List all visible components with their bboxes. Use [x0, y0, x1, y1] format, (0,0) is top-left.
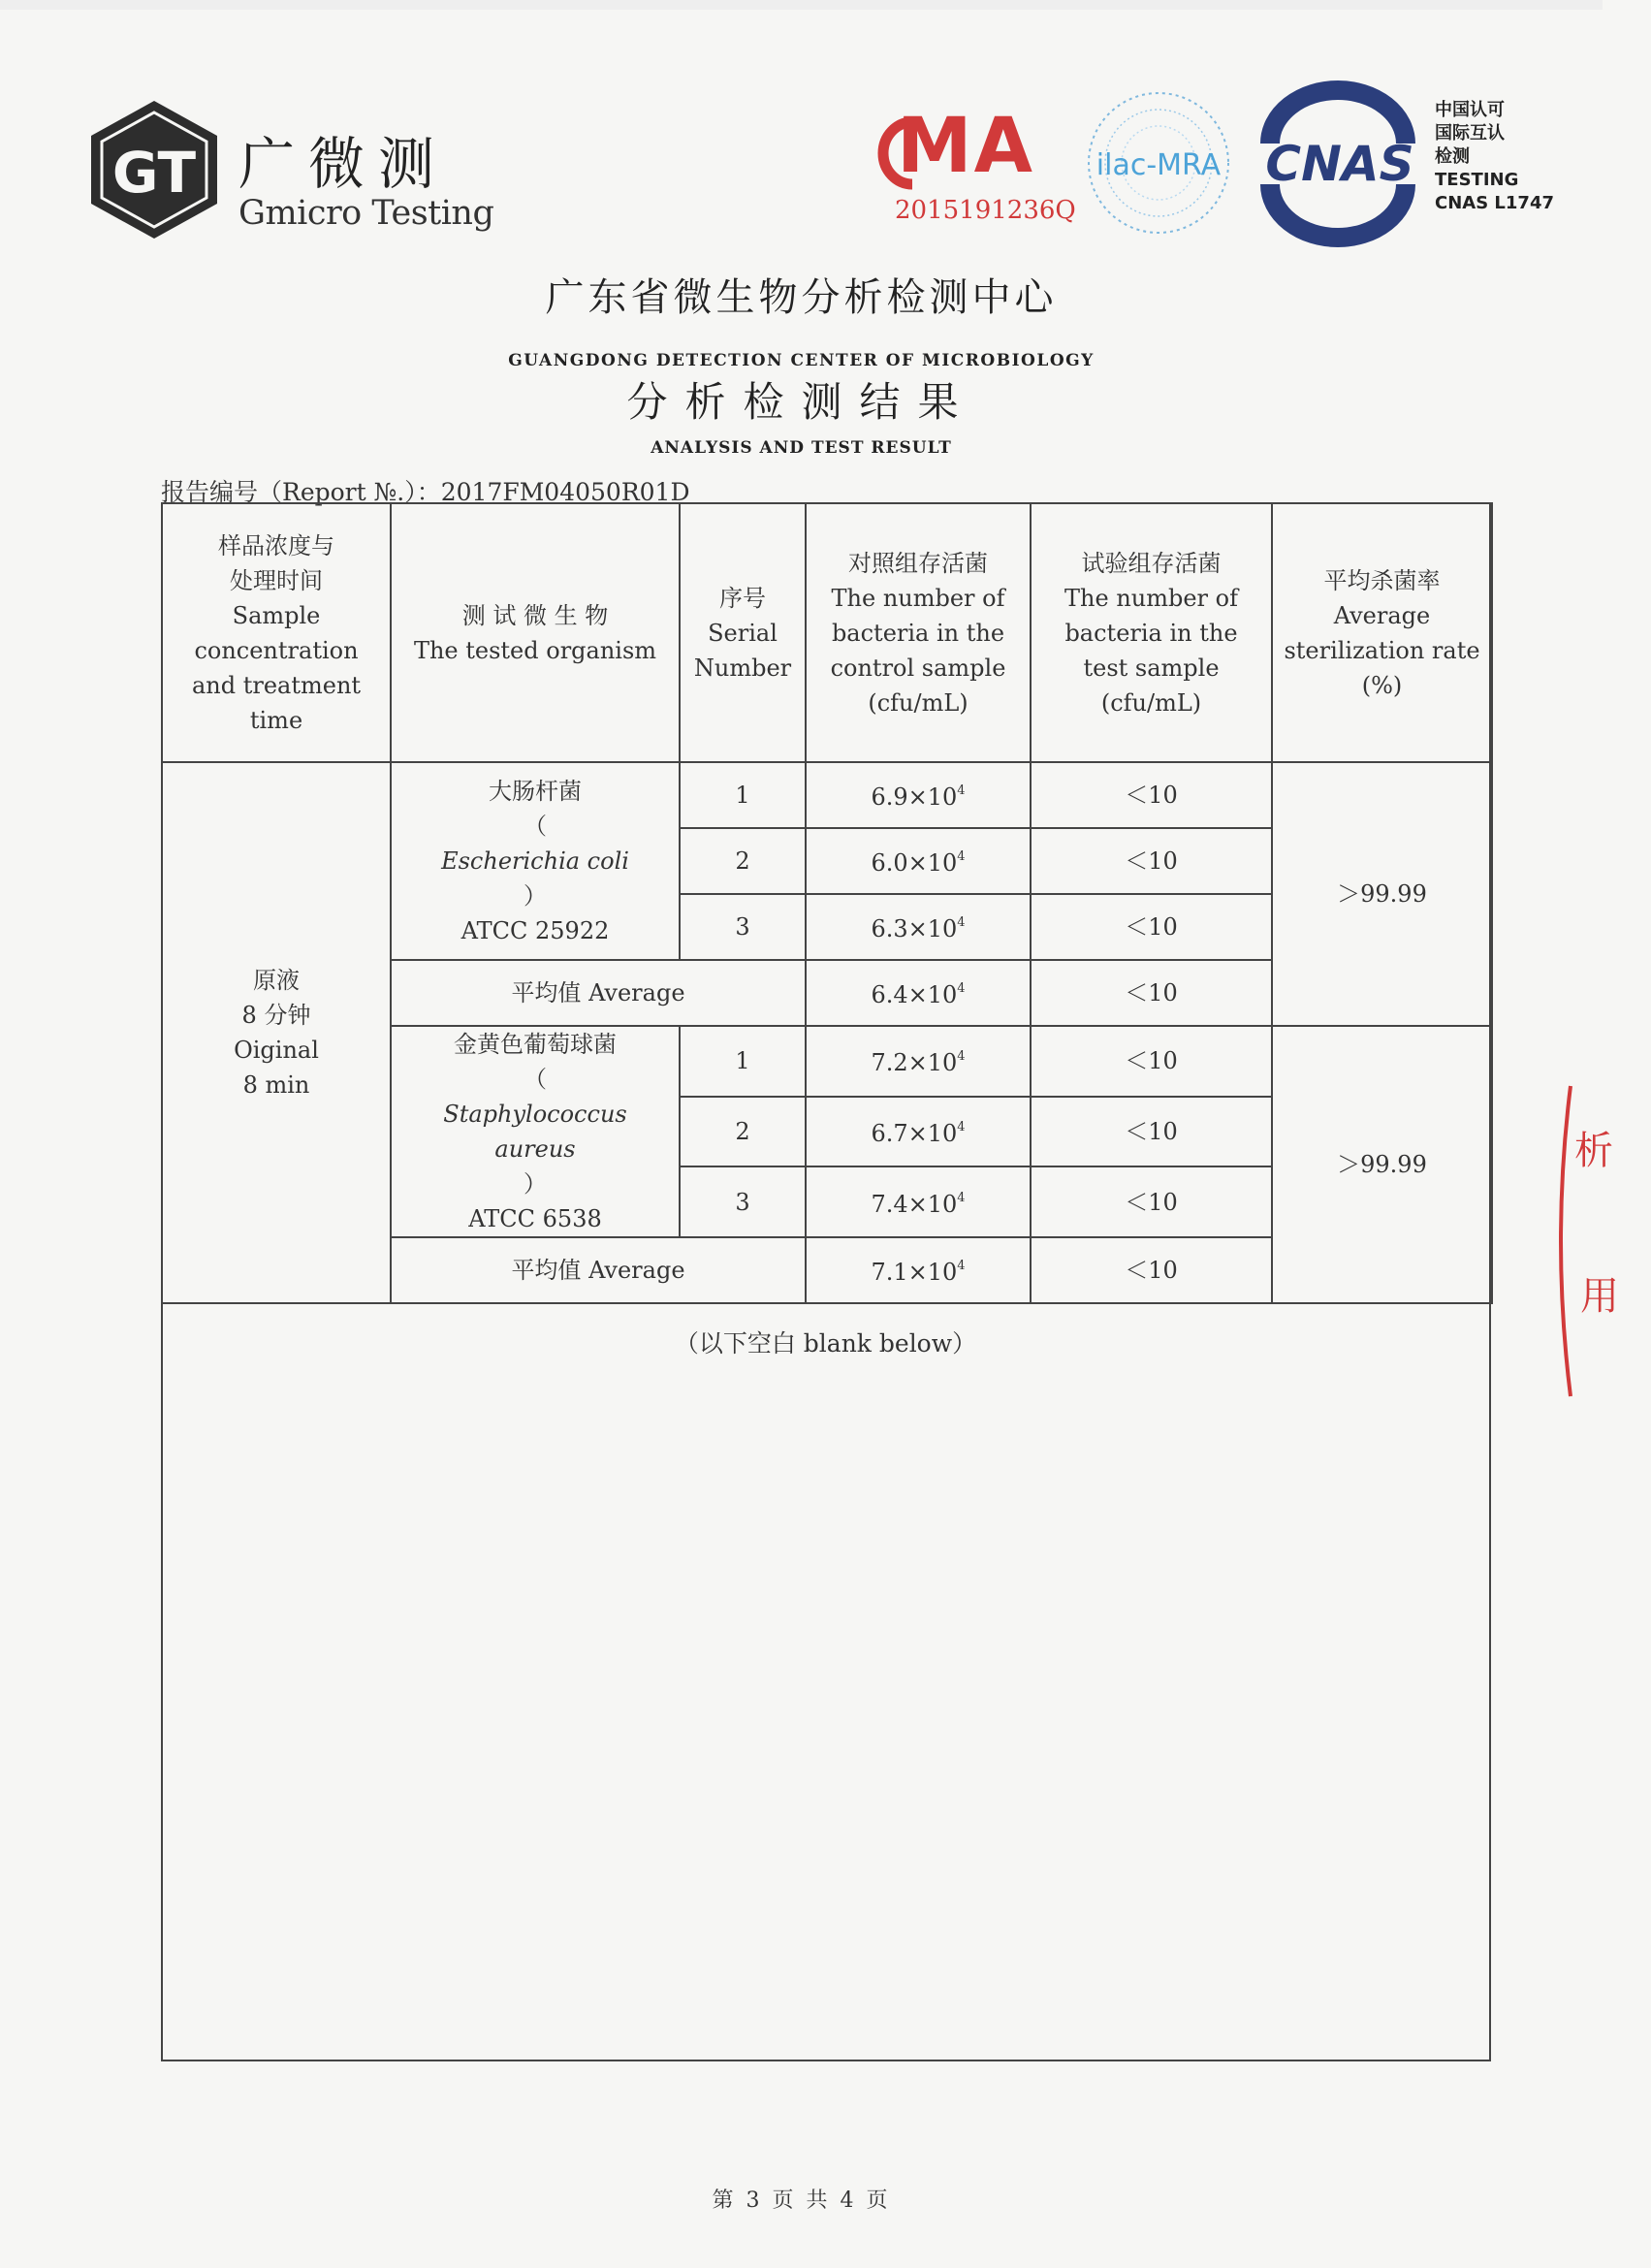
header-test: 试验组存活菌 The number of bacteria in the test sample (cfu/mL) [1031, 503, 1272, 762]
red-stamp-partial [1541, 1067, 1619, 1416]
average-label: 平均值 Average [391, 960, 806, 1026]
logo-chinese-name: 广微测 [238, 131, 449, 197]
cma-mark [877, 103, 1076, 229]
gmicro-logo [81, 97, 508, 242]
organism-ecoli-cell: 大肠杆菌 （ Escherichia coli ） ATCC 25922 [391, 762, 680, 960]
cnas-text: CNAS [1265, 136, 1414, 192]
cnas-side-line: 中国认可 [1435, 100, 1505, 120]
cnas-side-line: CNAS L1747 [1435, 193, 1555, 213]
page-top-edge [0, 0, 1603, 10]
center-title-en: GUANGDONG DETECTION CENTER OF MICROBIOLOGY [508, 351, 1095, 370]
average-test-cell: ＜10 [1031, 960, 1272, 1026]
cma-number: 2015191236Q [895, 196, 1076, 225]
result-title-cn: 分析检测结果 [626, 378, 976, 426]
header-sample: 样品浓度与 处理时间 Sample concentration and treatment time [162, 503, 391, 762]
center-title-cn: 广东省微生物分析检测中心 [545, 275, 1058, 320]
sample-condition-cell: 原液 8 分钟 Oiginal 8 min [162, 762, 391, 1303]
certification-logos [877, 85, 1566, 240]
serial-cell: 1 [680, 1026, 806, 1097]
control-count-cell: $6.7\times 10^4$ [806, 1097, 1031, 1167]
cnas-side-line: 检测 [1435, 146, 1470, 167]
average-label: 平均值 Average [391, 1237, 806, 1303]
cnas-side-line: 国际互认 [1435, 123, 1505, 144]
page-number: 第 3 页 共 4 页 [712, 2188, 891, 2213]
ilac-text: ilac-MRA [1095, 148, 1222, 182]
serial-cell: 3 [680, 894, 806, 960]
control-count-cell: $7.4\times 10^4$ [806, 1166, 1031, 1237]
table-row [162, 762, 1492, 828]
serial-cell: 2 [680, 828, 806, 894]
blank-below-note: （以下空白 blank below） [674, 1329, 977, 1358]
ilac-mra-logo [1071, 85, 1246, 240]
cma-text: MA [897, 103, 1034, 190]
control-count-cell: $7.2\times 10^4$ [806, 1026, 1031, 1097]
table-header-row [162, 503, 1492, 762]
cnas-side-text [1435, 99, 1571, 215]
test-count-cell: ＜10 [1031, 1166, 1272, 1237]
logo-initials: GT [111, 140, 197, 206]
header-serial: 序号 Serial Number [680, 503, 806, 762]
cnas-side-line: TESTING [1435, 170, 1519, 190]
stamp-char: 用 [1580, 1274, 1619, 1319]
cnas-logo [1251, 95, 1425, 231]
test-count-cell: ＜10 [1031, 894, 1272, 960]
result-title-en: ANALYSIS AND TEST RESULT [651, 438, 952, 458]
header-rate: 平均杀菌率 Average sterilization rate (%) [1272, 503, 1492, 762]
control-count-cell: $6.0\times 10^4$ [806, 828, 1031, 894]
organism-saureus-cell: 金黄色葡萄球菌 （ Staphylococcus aureus ） ATCC 6538 [391, 1026, 680, 1237]
serial-cell: 1 [680, 762, 806, 828]
test-count-cell: ＜10 [1031, 828, 1272, 894]
sterilization-rate-cell: ＞99.99 [1272, 762, 1492, 1026]
report-number: 报告编号（Report №.）：2017FM04050R01D [161, 478, 690, 506]
test-count-cell: ＜10 [1031, 1097, 1272, 1167]
average-test-cell: ＜10 [1031, 1237, 1272, 1303]
stamp-char: 析 [1574, 1129, 1613, 1173]
control-count-cell: $6.3\times 10^4$ [806, 894, 1031, 960]
gt-hexagon-icon [81, 97, 227, 242]
sterilization-rate-cell: ＞99.99 [1272, 1026, 1492, 1303]
header-organism: 测 试 微 生 物 The tested organism [391, 503, 680, 762]
serial-cell: 2 [680, 1097, 806, 1167]
control-count-cell: $6.9\times 10^4$ [806, 762, 1031, 828]
average-control-cell: $7.1\times 10^4$ [806, 1237, 1031, 1303]
logo-english-name: Gmicro Testing [238, 194, 494, 233]
cma-c-icon [877, 114, 916, 192]
test-count-cell: ＜10 [1031, 1026, 1272, 1097]
test-count-cell: ＜10 [1031, 762, 1272, 828]
header-control: 对照组存活菌 The number of bacteria in the control sample (cfu/mL) [806, 503, 1031, 762]
results-table [161, 502, 1493, 1304]
serial-cell: 3 [680, 1166, 806, 1237]
average-control-cell: $6.4\times 10^4$ [806, 960, 1031, 1026]
